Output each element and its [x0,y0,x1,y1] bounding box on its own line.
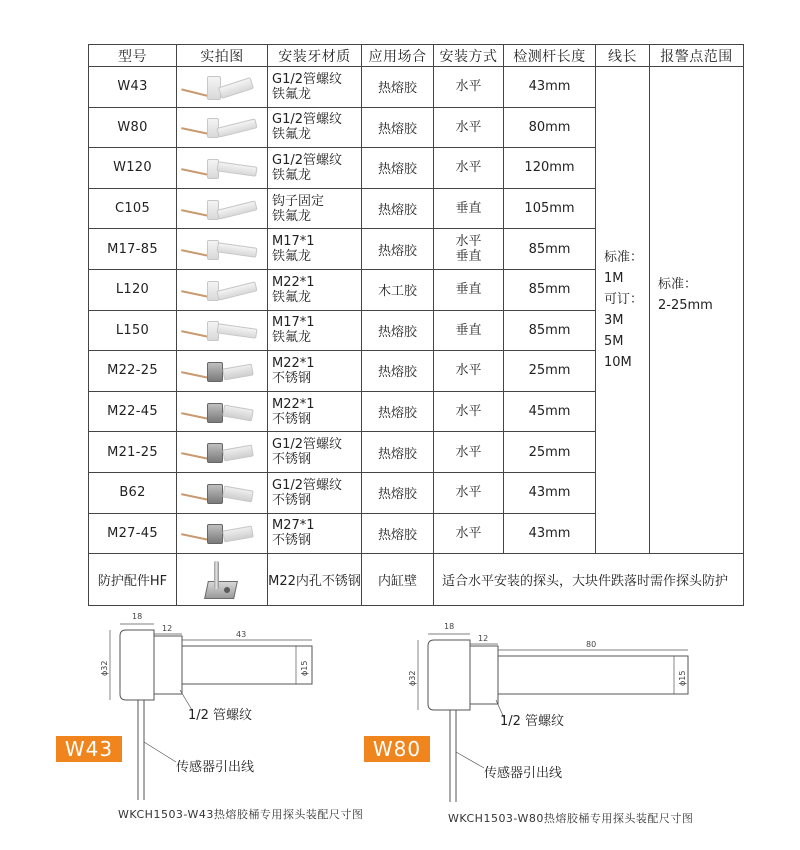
material-line-2: 不锈钢 [272,411,312,427]
model-cell: W80 [89,107,177,148]
wire-length-cell [596,67,650,554]
probe-photo [177,68,267,106]
mounting-line-1: 垂直 [455,322,482,338]
material-line-2: 铁氟龙 [272,289,312,305]
material-line-1: M17*1 [272,234,315,250]
length-cell: 25mm [504,351,596,392]
material-cell [268,148,362,189]
material-line-1: M22*1 [272,396,315,412]
length-cell: 25mm [504,432,596,473]
mounting-cell [434,391,504,432]
model-cell: W43 [89,67,177,108]
probe-photo [177,149,267,187]
mounting-line-1: 水平 [455,119,482,135]
material-cell [268,513,362,554]
application-cell: 热熔胶 [362,391,434,432]
application-cell: 热熔胶 [362,107,434,148]
dim-dia-rod: ϕ15 [678,670,687,686]
material-line-1: M17*1 [272,315,315,331]
probe-photo [177,474,267,512]
dim-thread: 12 [162,624,173,633]
dim-rod: 43 [236,630,247,639]
spec-table [88,44,744,606]
material-line-1: G1/2管螺纹 [272,112,342,128]
mounting-cell [434,67,504,108]
mounting-cell [434,269,504,310]
mounting-line-1: 水平 [455,444,482,460]
length-cell: 45mm [504,391,596,432]
header-wire-length: 线长 [596,45,650,67]
table-row [89,67,744,108]
photo-cell [177,310,268,351]
model-cell: C105 [89,188,177,229]
material-cell [268,67,362,108]
wire-length-line-5: 5M [604,334,624,350]
dim-thread: 12 [478,634,489,643]
material-line-2: 铁氟龙 [272,249,312,265]
probe-photo [177,230,267,268]
drawing-caption: WKCH1503-W80热熔胶桶专用探头装配尺寸图 [448,812,694,825]
length-cell: 43mm [504,472,596,513]
mounting-line-1: 垂直 [455,282,482,298]
probe-photo [177,108,267,146]
mounting-line-1: 水平 [455,404,482,420]
material-line-1: 钩子固定 [272,193,325,209]
material-line-1: M22*1 [272,274,315,290]
wire-length-line-3: 可订： [604,292,644,308]
material-cell [268,310,362,351]
photo-cell [177,107,268,148]
alarm-range-cell [650,67,744,554]
mounting-line-1: 水平 [455,363,482,379]
material-line-2: 铁氟龙 [272,127,312,143]
application-cell: 热熔胶 [362,513,434,554]
drawing-w80 [404,622,704,832]
probe-photo [177,311,267,349]
length-cell: 80mm [504,107,596,148]
model-cell: W120 [89,148,177,189]
material-line-2: 不锈钢 [272,370,312,386]
wire-length-line-2: 1M [604,271,624,287]
dim-dia-body: ϕ32 [100,660,109,676]
model-tag: W80 [364,736,430,762]
guard-accessory-row [89,554,744,606]
mounting-line-2: 垂直 [455,249,482,265]
model-cell: M22-45 [89,391,177,432]
application-cell: 热熔胶 [362,188,434,229]
mounting-cell [434,432,504,473]
model-cell: M22-25 [89,351,177,392]
probe-photo [177,514,267,552]
application-cell: 热熔胶 [362,310,434,351]
mounting-cell [434,310,504,351]
header-alarm-range: 报警点范围 [650,45,744,67]
photo-cell [177,351,268,392]
material-line-2: 铁氟龙 [272,330,312,346]
application-cell: 热熔胶 [362,148,434,189]
material-cell: M22内孔不锈钢 [268,554,362,606]
wire-label: 传感器引出线 [484,766,563,781]
mounting-cell [434,107,504,148]
dim-top: 18 [444,622,455,631]
photo-cell [177,188,268,229]
model-cell: 防护配件HF [89,554,177,606]
mounting-cell [434,351,504,392]
length-cell: 85mm [504,269,596,310]
mounting-line-1: 水平 [455,160,482,176]
material-line-2: 不锈钢 [272,452,312,468]
length-cell: 43mm [504,513,596,554]
material-cell [268,229,362,270]
wire-label: 传感器引出线 [176,760,255,775]
probe-photo [177,393,267,431]
material-line-2: 铁氟龙 [272,167,312,183]
wire-length-line-4: 3M [604,313,624,329]
material-cell [268,107,362,148]
application-cell: 热熔胶 [362,432,434,473]
photo-cell [177,472,268,513]
application-cell: 内缸壁 [362,554,434,606]
photo-cell [177,148,268,189]
table-header-row [89,45,744,67]
application-cell: 热熔胶 [362,351,434,392]
material-line-2: 不锈钢 [272,533,312,549]
photo-cell [177,554,268,606]
material-cell [268,391,362,432]
material-cell [268,269,362,310]
alarm-range-line-2: 2-25mm [658,298,713,314]
header-rod-length: 检测杆长度 [504,45,596,67]
mounting-cell [434,148,504,189]
mounting-line-1: 水平 [455,234,482,250]
material-cell [268,472,362,513]
model-cell: M21-25 [89,432,177,473]
material-cell [268,188,362,229]
mounting-line-1: 水平 [455,79,482,95]
thread-label: 1/2 管螺纹 [188,708,253,723]
material-line-2: 铁氟龙 [272,86,312,102]
length-cell: 105mm [504,188,596,229]
material-line-1: G1/2管螺纹 [272,71,342,87]
drawing-caption: WKCH1503-W43热熔胶桶专用探头装配尺寸图 [118,808,364,821]
header-mounting: 安装方式 [434,45,504,67]
header-material: 安装牙材质 [268,45,362,67]
probe-photo [177,352,267,390]
model-tag: W43 [56,736,122,762]
header-application: 应用场合 [362,45,434,67]
probe-photo [177,190,267,228]
mounting-cell [434,513,504,554]
alarm-range-line-1: 标准： [658,277,698,293]
model-cell: M17-85 [89,229,177,270]
mounting-cell [434,229,504,270]
material-line-1: M27*1 [272,518,315,534]
header-photo: 实拍图 [177,45,268,67]
length-cell: 85mm [504,310,596,351]
dim-top: 18 [132,612,143,621]
material-line-1: G1/2管螺纹 [272,437,342,453]
dim-rod: 80 [586,640,597,649]
photo-cell [177,432,268,473]
photo-cell [177,229,268,270]
material-line-1: G1/2管螺纹 [272,477,342,493]
material-line-2: 不锈钢 [272,492,312,508]
header-model: 型号 [89,45,177,67]
photo-cell [177,391,268,432]
mounting-line-1: 水平 [455,525,482,541]
photo-cell [177,67,268,108]
model-cell: L150 [89,310,177,351]
model-cell: L120 [89,269,177,310]
application-cell: 热熔胶 [362,67,434,108]
photo-cell [177,513,268,554]
application-cell: 热熔胶 [362,472,434,513]
mounting-line-1: 水平 [455,485,482,501]
application-cell: 木工胶 [362,269,434,310]
material-line-1: M22*1 [272,355,315,371]
dim-dia-body: ϕ32 [408,670,417,686]
mounting-cell [434,472,504,513]
dim-dia-rod: ϕ15 [300,660,309,676]
guard-photo [200,557,244,603]
wire-length-line-1: 标准： [604,250,644,266]
model-cell: M27-45 [89,513,177,554]
material-cell [268,432,362,473]
probe-photo [177,271,267,309]
material-line-2: 铁氟龙 [272,208,312,224]
application-cell: 热熔胶 [362,229,434,270]
material-line-1: G1/2管螺纹 [272,152,342,168]
length-cell: 43mm [504,67,596,108]
material-cell [268,351,362,392]
model-cell: B62 [89,472,177,513]
probe-photo [177,433,267,471]
length-cell: 85mm [504,229,596,270]
thread-label: 1/2 管螺纹 [500,714,565,729]
length-cell: 120mm [504,148,596,189]
mounting-cell [434,188,504,229]
wire-length-line-6: 10M [604,355,632,371]
note-cell: 适合水平安装的探头，大块件跌落时需作探头防护 [434,554,744,606]
photo-cell [177,269,268,310]
mounting-line-1: 垂直 [455,201,482,217]
